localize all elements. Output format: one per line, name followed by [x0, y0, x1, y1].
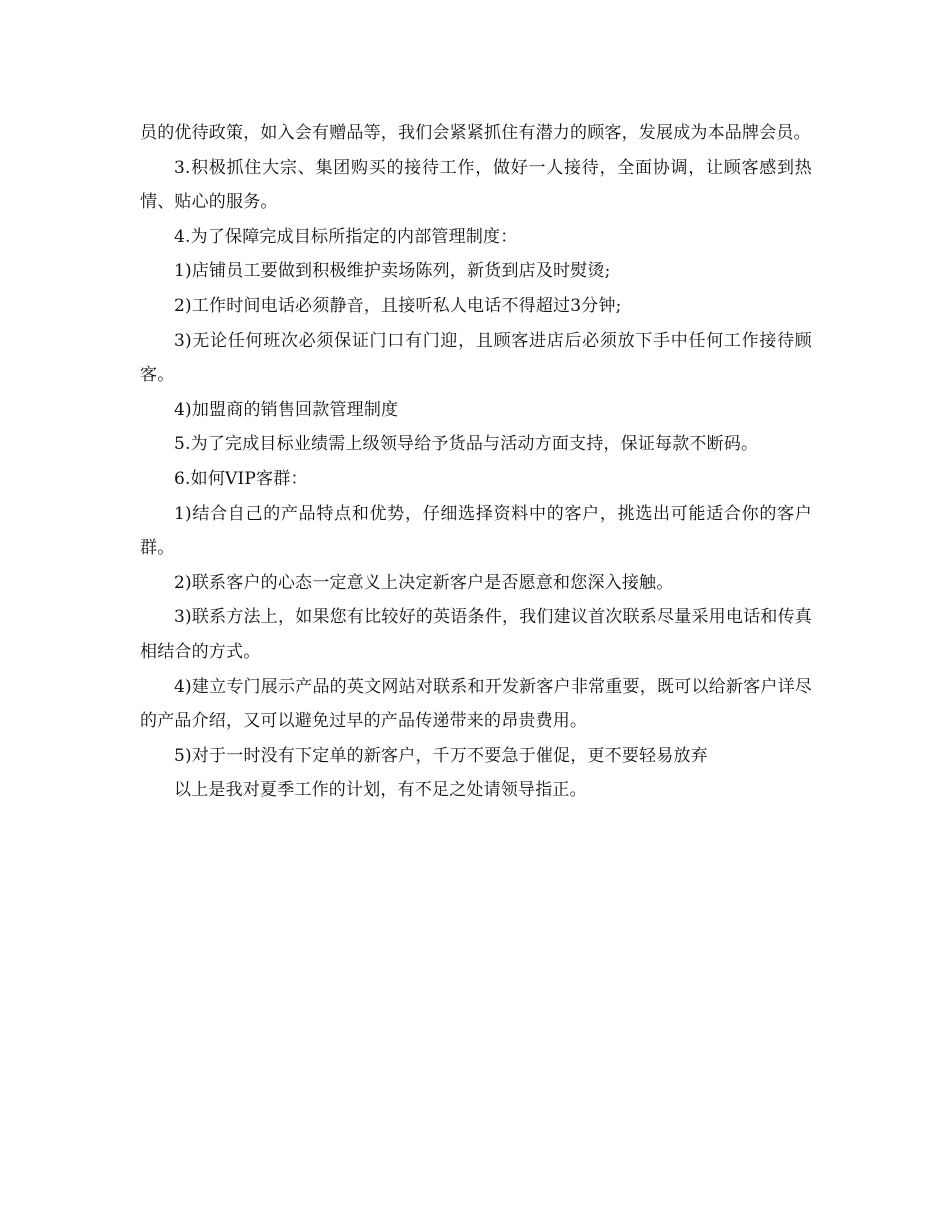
paragraph-item-6-5: 5)对于一时没有下定单的新客户，千万不要急于催促，更不要轻易放弃 [174, 745, 708, 766]
paragraph-item-4-4: 4)加盟商的销售回款管理制度 [174, 399, 399, 420]
paragraph-item-6-1: 1)结合自己的产品特点和优势，仔细选择资料中的客户，挑选出可能适合你的客户群。 [140, 503, 812, 559]
paragraph-item-4-3: 3)无论任何班次必须保证门口有门迎，且顾客进店后必须放下手中任何工作接待顾客。 [140, 330, 812, 386]
paragraph-item-6-2: 2)联系客户的心态一定意义上决定新客户是否愿意和您深入接触。 [174, 572, 674, 593]
paragraph-item-3: 3.积极抓住大宗、集团购买的接待工作，做好一人接待，全面协调，让顾客感到热情、贴心的服务。 [140, 157, 812, 213]
paragraph-item-4-1: 1)店铺员工要做到积极维护卖场陈列，新货到店及时熨烫; [174, 261, 611, 282]
paragraph-closing: 以上是我对夏季工作的计划，有不足之处请领导指正。 [174, 780, 587, 801]
paragraph-item-6: 6.如何VIP客群： [174, 468, 308, 489]
document-body [140, 116, 812, 808]
paragraph-vip-policy: 员的优待政策，如入会有赠品等，我们会紧紧抓住有潜力的顾客，发展成为本品牌会员。 [140, 123, 811, 143]
paragraph-item-4-2: 2)工作时间电话必须静音，且接听私人电话不得超过3分钟; [174, 295, 622, 316]
paragraph-item-6-4: 4)建立专门展示产品的英文网站对联系和开发新客户非常重要，既可以给新客户详尽的产品介绍，又可以避免过早的产品传递带来的昂贵费用。 [140, 676, 812, 732]
paragraph-item-5: 5.为了完成目标业绩需上级领导给予货品与活动方面支持，保证每款不断码。 [174, 434, 759, 455]
paragraph-item-4: 4.为了保障完成目标所指定的内部管理制度： [174, 226, 518, 247]
paragraph-item-6-3: 3)联系方法上，如果您有比较好的英语条件，我们建议首次联系尽量采用电话和传真相结合的方式。 [140, 607, 812, 662]
